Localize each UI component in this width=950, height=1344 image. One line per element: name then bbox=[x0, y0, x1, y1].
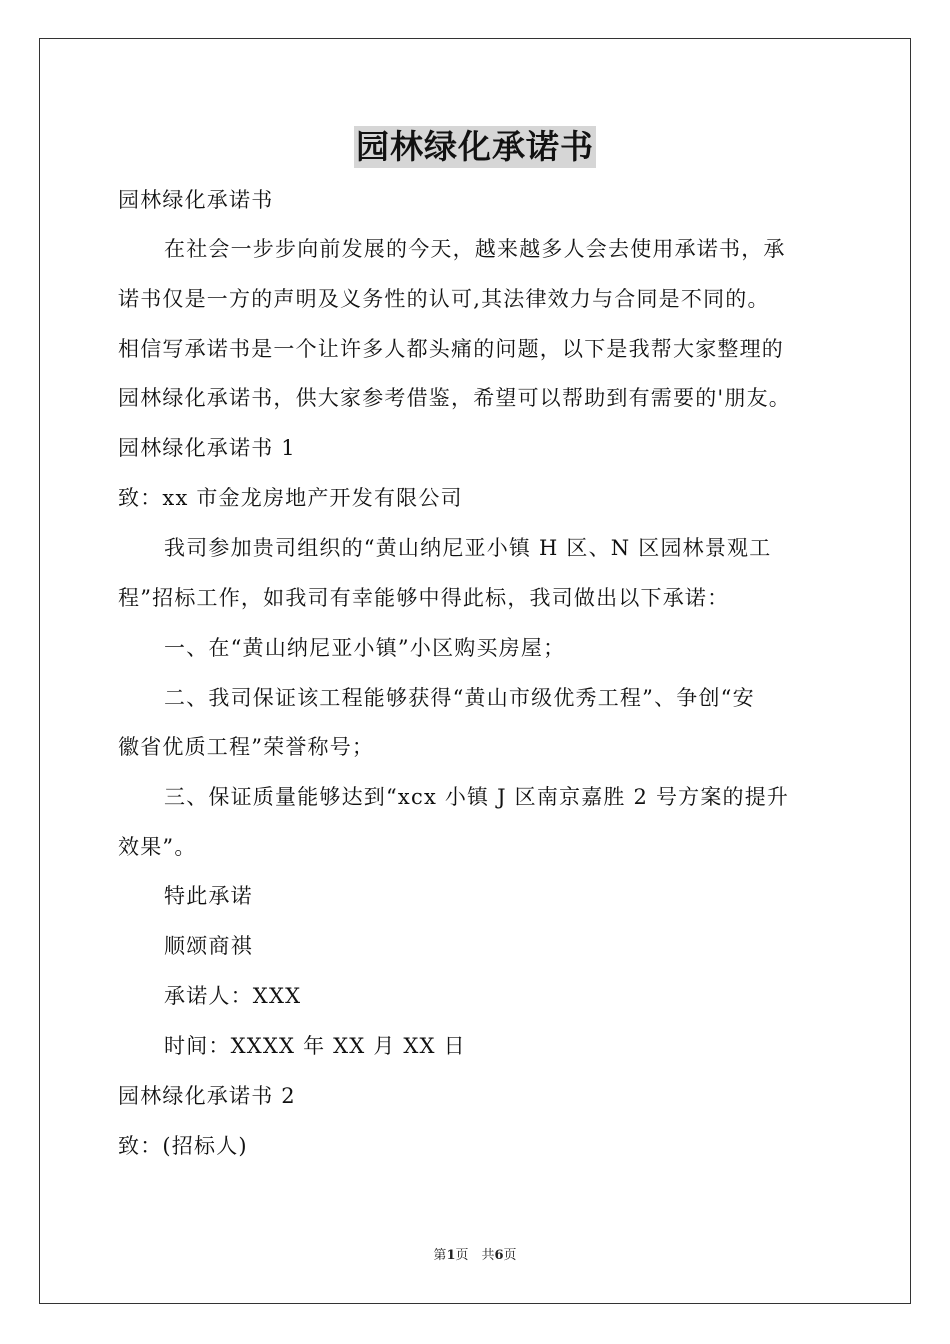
recipient-line: 致：xx 市金龙房地产开发有限公司 bbox=[118, 486, 463, 510]
page-total: 6 bbox=[494, 1248, 504, 1263]
closing-line: 特此承诺 bbox=[164, 884, 253, 908]
date-line: 时间：XXXX 年 XX 月 XX 日 bbox=[164, 1034, 466, 1058]
signer-line: 承诺人：XXX bbox=[164, 984, 302, 1008]
body-line: 徽省优质工程”荣誉称号； bbox=[118, 735, 375, 759]
body-line: 程”招标工作，如我司有幸能够中得此标，我司做出以下承诺： bbox=[118, 586, 730, 610]
body-line: 在社会一步步向前发展的今天，越来越多人会去使用承诺书，承 bbox=[164, 237, 786, 261]
page-footer bbox=[0, 1248, 950, 1264]
commitment-item: 二、我司保证该工程能够获得“黄山市级优秀工程”、争创“安 bbox=[164, 686, 755, 710]
body-line: 诺书仅是一方的声明及义务性的认可,其法律效力与合同是不同的。 bbox=[118, 287, 770, 311]
section-heading: 园林绿化承诺书 1 bbox=[118, 436, 296, 460]
page-current: 1 bbox=[446, 1248, 456, 1263]
page-suffix: 页 bbox=[503, 1248, 517, 1263]
body-line: 相信写承诺书是一个让许多人都头痛的问题，以下是我帮大家整理的 bbox=[118, 337, 784, 361]
section-heading: 园林绿化承诺书 2 bbox=[118, 1084, 296, 1108]
body-line: 园林绿化承诺书，供大家参考借鉴，希望可以帮助到有需要的'朋友。 bbox=[118, 386, 791, 410]
commitment-item: 三、保证质量能够达到“xcx 小镇 J 区南京嘉胜 2 号方案的提升 bbox=[164, 785, 790, 809]
commitment-item: 一、在“黄山纳尼亚小镇”小区购买房屋； bbox=[164, 636, 566, 660]
page-mid: 页 共 bbox=[455, 1248, 495, 1263]
document-title: 园林绿化承诺书 bbox=[356, 127, 594, 166]
closing-line: 顺颂商祺 bbox=[164, 934, 253, 958]
page-prefix: 第 bbox=[433, 1248, 447, 1263]
body-line: 园林绿化承诺书 bbox=[118, 188, 274, 212]
page-border bbox=[39, 38, 911, 1304]
title-container bbox=[0, 126, 950, 168]
body-line: 我司参加贵司组织的“黄山纳尼亚小镇 H 区、N 区园林景观工 bbox=[164, 536, 772, 560]
recipient-line: 致：(招标人) bbox=[118, 1134, 248, 1158]
body-line: 效果”。 bbox=[118, 835, 197, 859]
